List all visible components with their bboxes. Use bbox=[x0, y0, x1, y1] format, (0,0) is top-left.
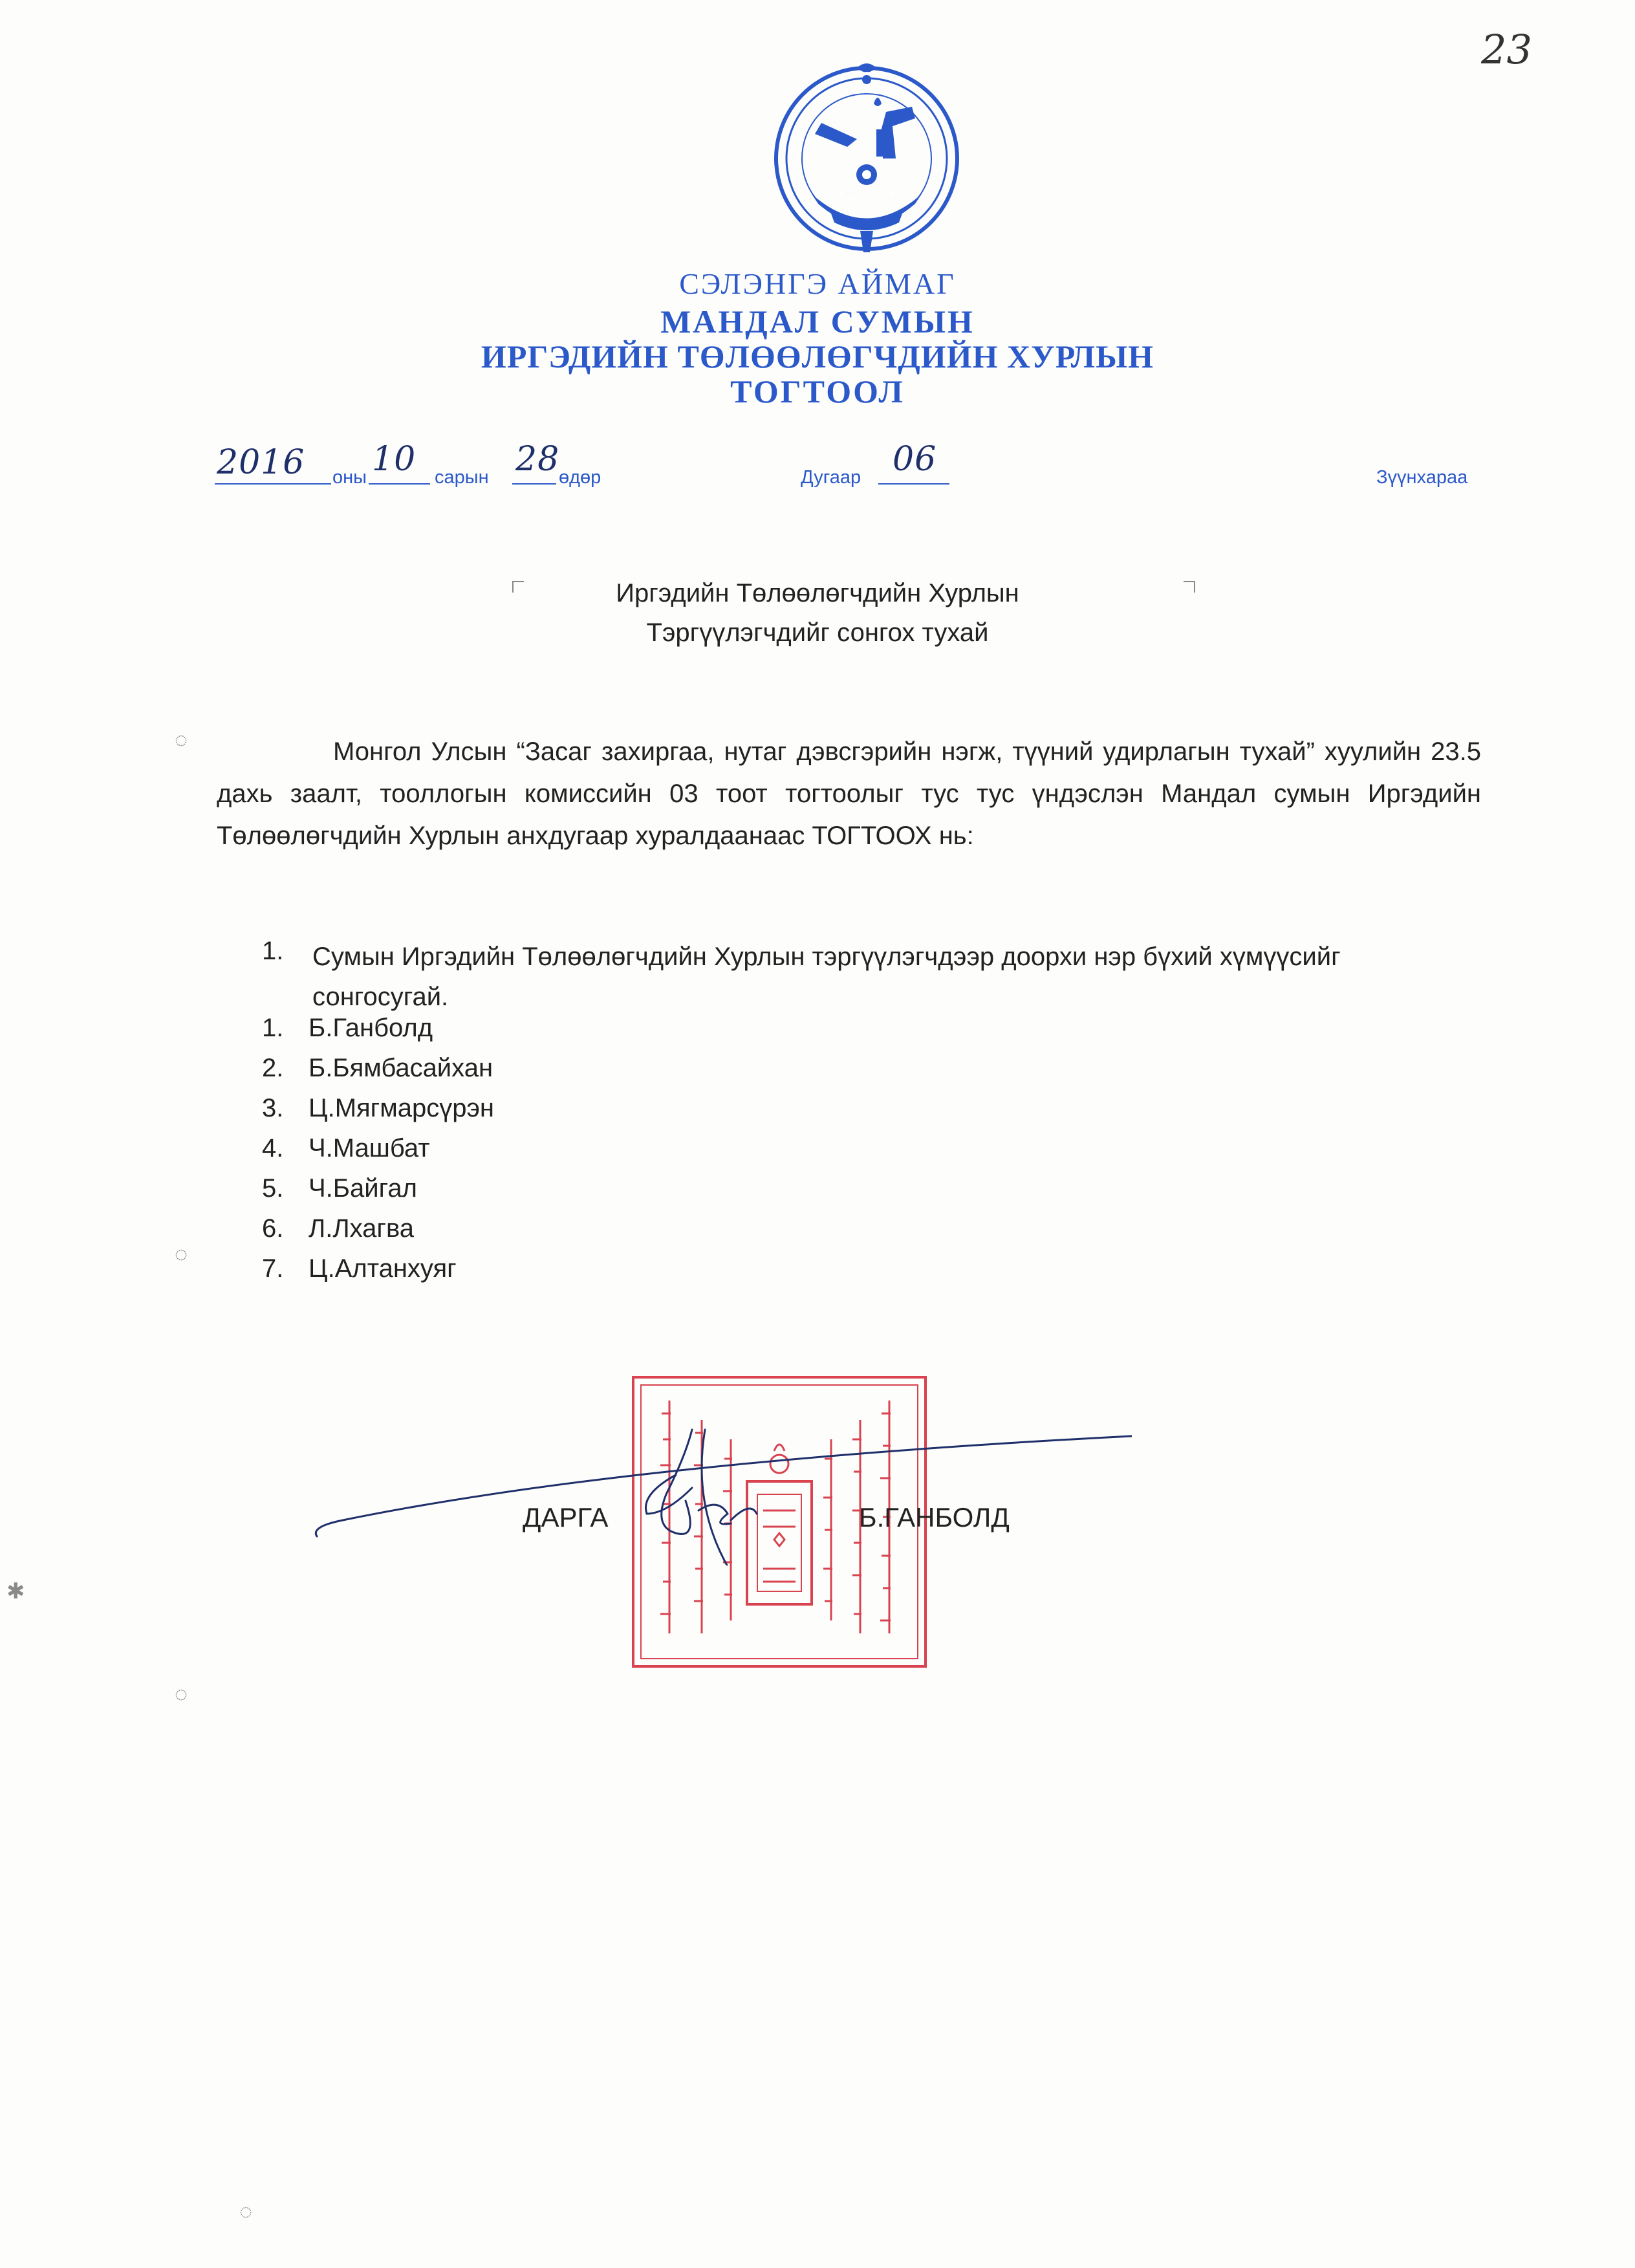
decision-text: Сумын Иргэдийн Төлөөлөгчдийн Хурлын тэргүүлэгчдээр доорхи нэр бүхий хүмүүсийг сонгосугай. bbox=[312, 943, 1341, 1011]
khural-title: ИРГЭДИЙН ТӨЛӨӨЛӨГЧДИЙН ХУРЛЫН bbox=[481, 338, 1154, 375]
date-month-value: 10 bbox=[372, 440, 417, 479]
members-list bbox=[262, 1008, 494, 1289]
member-number: 7. bbox=[262, 1254, 284, 1283]
aimag-title: СЭЛЭНГЭ АЙМАГ bbox=[679, 267, 956, 300]
date-year-value: 2016 bbox=[217, 443, 305, 482]
member-number: 1. bbox=[262, 1014, 284, 1042]
signatory-title: ДАРГА bbox=[523, 1502, 609, 1532]
punch-hole-mark: ◌ bbox=[175, 1682, 188, 1706]
document-number-value: 06 bbox=[893, 440, 937, 479]
list-item bbox=[262, 1048, 494, 1088]
member-name: Л.Лхагва bbox=[309, 1214, 415, 1243]
date-year-label: оны bbox=[332, 467, 367, 488]
list-item bbox=[262, 1128, 494, 1168]
handwritten-signature bbox=[304, 1417, 1132, 1565]
place-name: Зүүнхараа bbox=[1376, 467, 1468, 488]
sum-title: МАНДАЛ СУМЫН bbox=[660, 303, 975, 340]
body-paragraph: Монгол Улсын “Засаг захиргаа, нутаг дэвсгэрийн нэгж, түүний удирлагын тухай” хуулийн 23.5 дахь заалт, тооллогын комиссийн 03 тоот тогтоолыг тус тус үндэслэн Мандал сумын Иргэдийн Төлөөлөгчдийн Хурлын анхдугаар хуралдаанаас ТОГТООХ нь: bbox=[217, 737, 1481, 850]
punch-hole-mark: ◌ bbox=[175, 1242, 188, 1267]
punch-hole-mark: ✱ bbox=[6, 1579, 25, 1604]
subject-line-2: Тэргүүлэгчдийг сонгох тухай bbox=[646, 618, 989, 647]
punch-hole-mark: ◌ bbox=[175, 728, 188, 752]
list-item bbox=[262, 1248, 494, 1289]
list-item bbox=[262, 1008, 494, 1048]
punch-hole-mark: ◌ bbox=[239, 2199, 253, 2224]
list-item bbox=[262, 1168, 494, 1208]
member-number: 3. bbox=[262, 1094, 284, 1122]
signatory-name: Б.ГАНБОЛД bbox=[859, 1502, 1010, 1532]
member-name: Б.Бямбасайхан bbox=[309, 1054, 493, 1082]
member-number: 4. bbox=[262, 1134, 284, 1162]
member-name: Ц.Мягмарсүрэн bbox=[309, 1094, 495, 1122]
member-name: Б.Ганболд bbox=[309, 1014, 433, 1042]
subject-line-1: Иргэдийн Төлөөлөгчдийн Хурлын bbox=[616, 579, 1019, 607]
list-item bbox=[262, 1088, 494, 1128]
decision-number: 1. bbox=[262, 937, 284, 965]
member-number: 6. bbox=[262, 1214, 284, 1243]
date-month-label: сарын bbox=[435, 467, 489, 488]
page-number: 23 bbox=[1481, 26, 1532, 73]
list-item bbox=[262, 1208, 494, 1248]
member-number: 2. bbox=[262, 1054, 284, 1082]
date-day-value: 28 bbox=[515, 440, 560, 479]
member-name: Ч.Байгал bbox=[309, 1174, 417, 1203]
state-emblem-icon bbox=[760, 61, 973, 259]
document-number-label: Дугаар bbox=[801, 467, 861, 488]
date-day-label: өдөр bbox=[559, 467, 601, 488]
member-name: Ц.Алтанхуяг bbox=[309, 1254, 457, 1283]
member-name: Ч.Машбат bbox=[309, 1134, 430, 1162]
member-number: 5. bbox=[262, 1174, 284, 1203]
document-type: ТОГТООЛ bbox=[730, 373, 905, 409]
